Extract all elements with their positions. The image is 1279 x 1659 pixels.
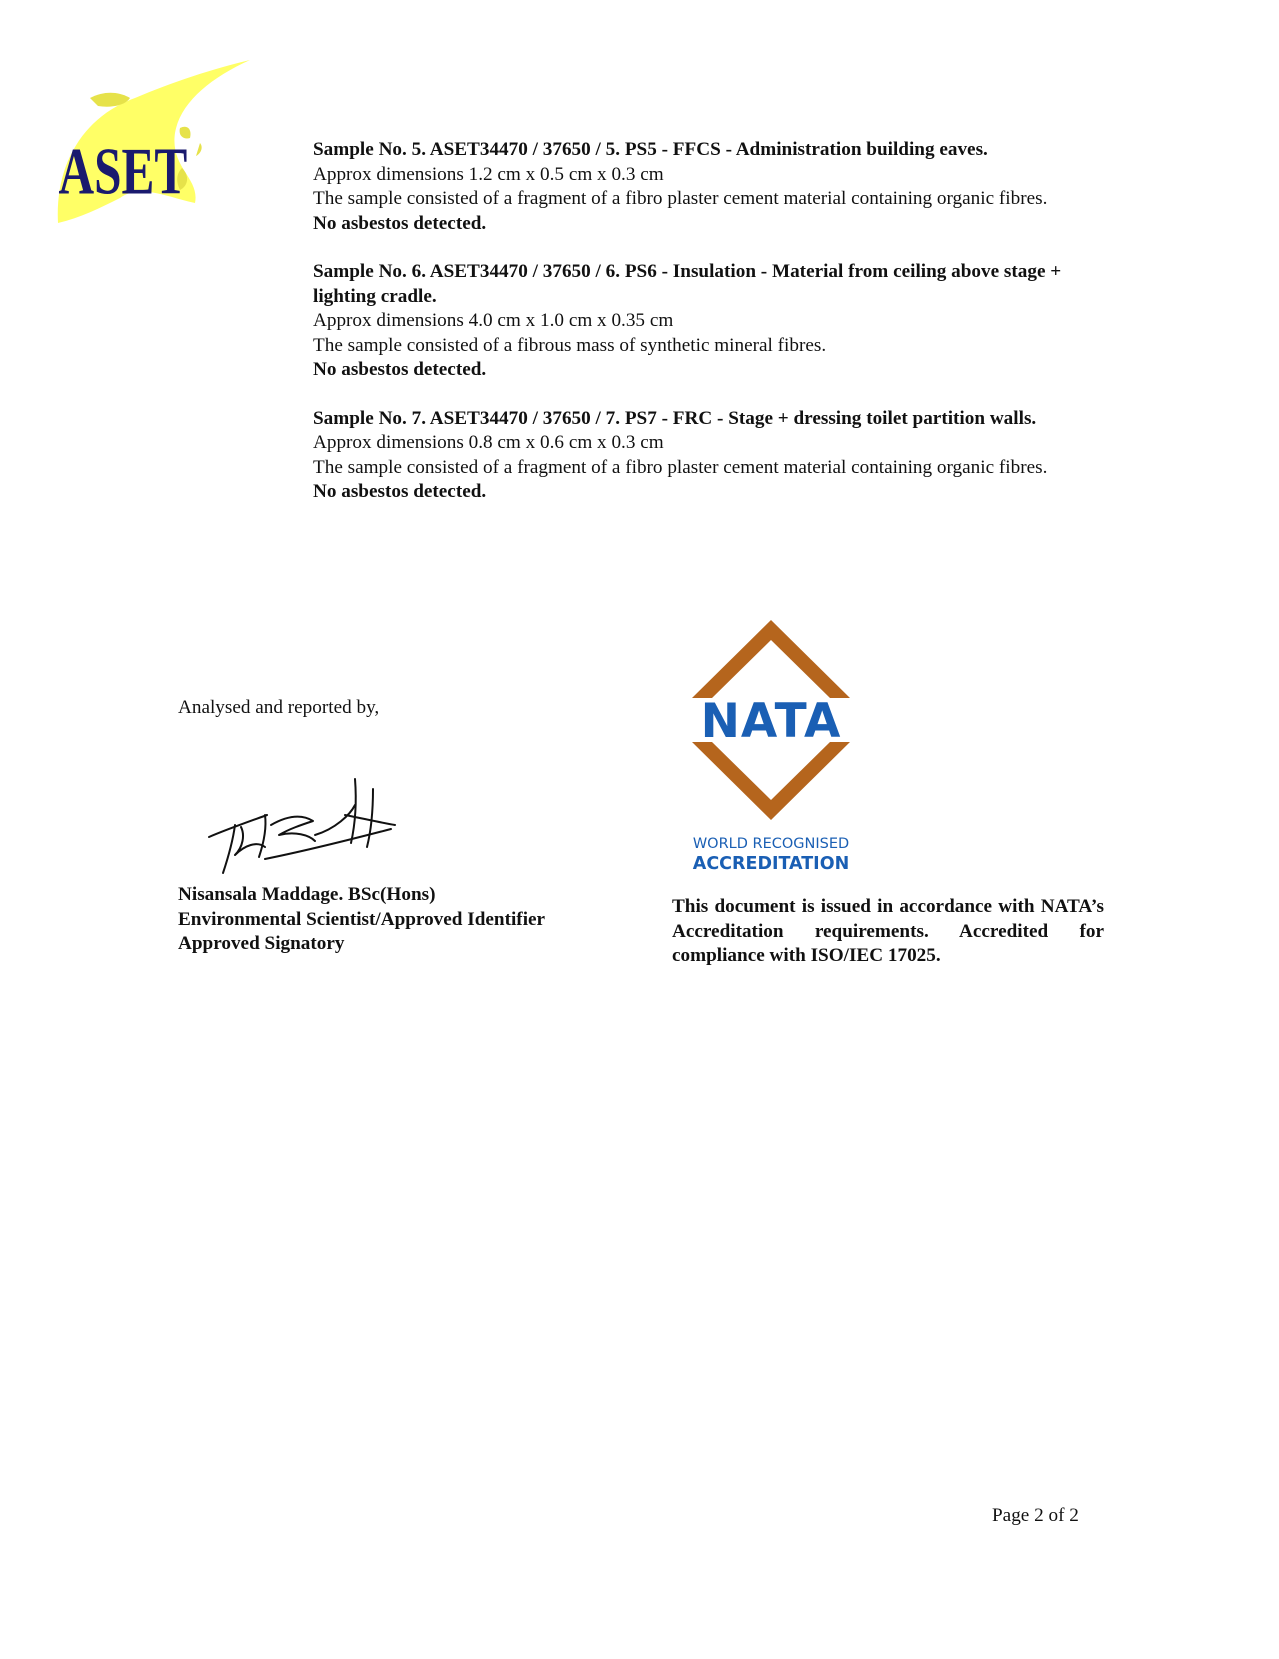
handwritten-signature: [205, 775, 405, 880]
page-number: Page 2 of 2: [992, 1505, 1079, 1526]
signatory-title: Environmental Scientist/Approved Identifier: [178, 908, 546, 930]
nata-logo-graphic: [672, 616, 870, 876]
nata-world-recognised: WORLD RECOGNISED: [692, 836, 850, 852]
sample-dimensions: Approx dimensions 4.0 cm x 1.0 cm x 0.35 cm: [313, 310, 674, 331]
nata-logo-text: NATA: [700, 694, 842, 749]
nata-compliance-note: This document is issued in accordance with NATA’s Accreditation requirements. Accredited for compliance with ISO/IEC 17025.: [672, 896, 1104, 966]
aset-logo-lettering: ASET: [58, 134, 188, 209]
sample-heading: Sample No. 5. ASET34470 / 37650 / 5. PS5 - FFCS - Administration building eaves.: [313, 139, 988, 160]
sample-dimensions: Approx dimensions 1.2 cm x 0.5 cm x 0.3 cm: [313, 163, 664, 185]
sample-result: No asbestos detected.: [313, 359, 487, 380]
sample-results: [313, 138, 1073, 529]
reported-by-label: Analysed and reported by,: [178, 697, 380, 718]
sample-description: The sample consisted of a fibrous mass of synthetic mineral fibres.: [313, 334, 827, 356]
nata-accreditation-logo: [672, 616, 870, 876]
sample-entry: [313, 407, 1073, 505]
sample-description: The sample consisted of a fragment of a fibro plaster cement material containing organic fibres.: [313, 188, 1048, 209]
nata-accreditation: ACCREDITATION: [692, 854, 850, 874]
sample-heading: Sample No. 7. ASET34470 / 37650 / 7. PS7 - FRC - Stage + dressing toilet partition walls.: [313, 407, 1037, 429]
sample-entry: [313, 138, 1073, 236]
aset-logo: [50, 58, 260, 248]
signatory-role: Approved Signatory: [178, 933, 345, 954]
sample-entry: [313, 260, 1073, 383]
sample-result: No asbestos detected.: [313, 212, 487, 234]
aset-logo-graphic: [50, 58, 260, 248]
sample-result: No asbestos detected.: [313, 481, 487, 502]
sample-dimensions: Approx dimensions 0.8 cm x 0.6 cm x 0.3 cm: [313, 432, 664, 453]
signatory-name: Nisansala Maddage. BSc(Hons): [178, 884, 436, 905]
signatory-block: [178, 883, 545, 957]
sample-heading: Sample No. 6. ASET34470 / 37650 / 6. PS6 - Insulation - Material from ceiling above stage + lighting cradle.: [313, 261, 1062, 307]
sample-description: The sample consisted of a fragment of a fibro plaster cement material containing organic fibres.: [313, 456, 1048, 478]
